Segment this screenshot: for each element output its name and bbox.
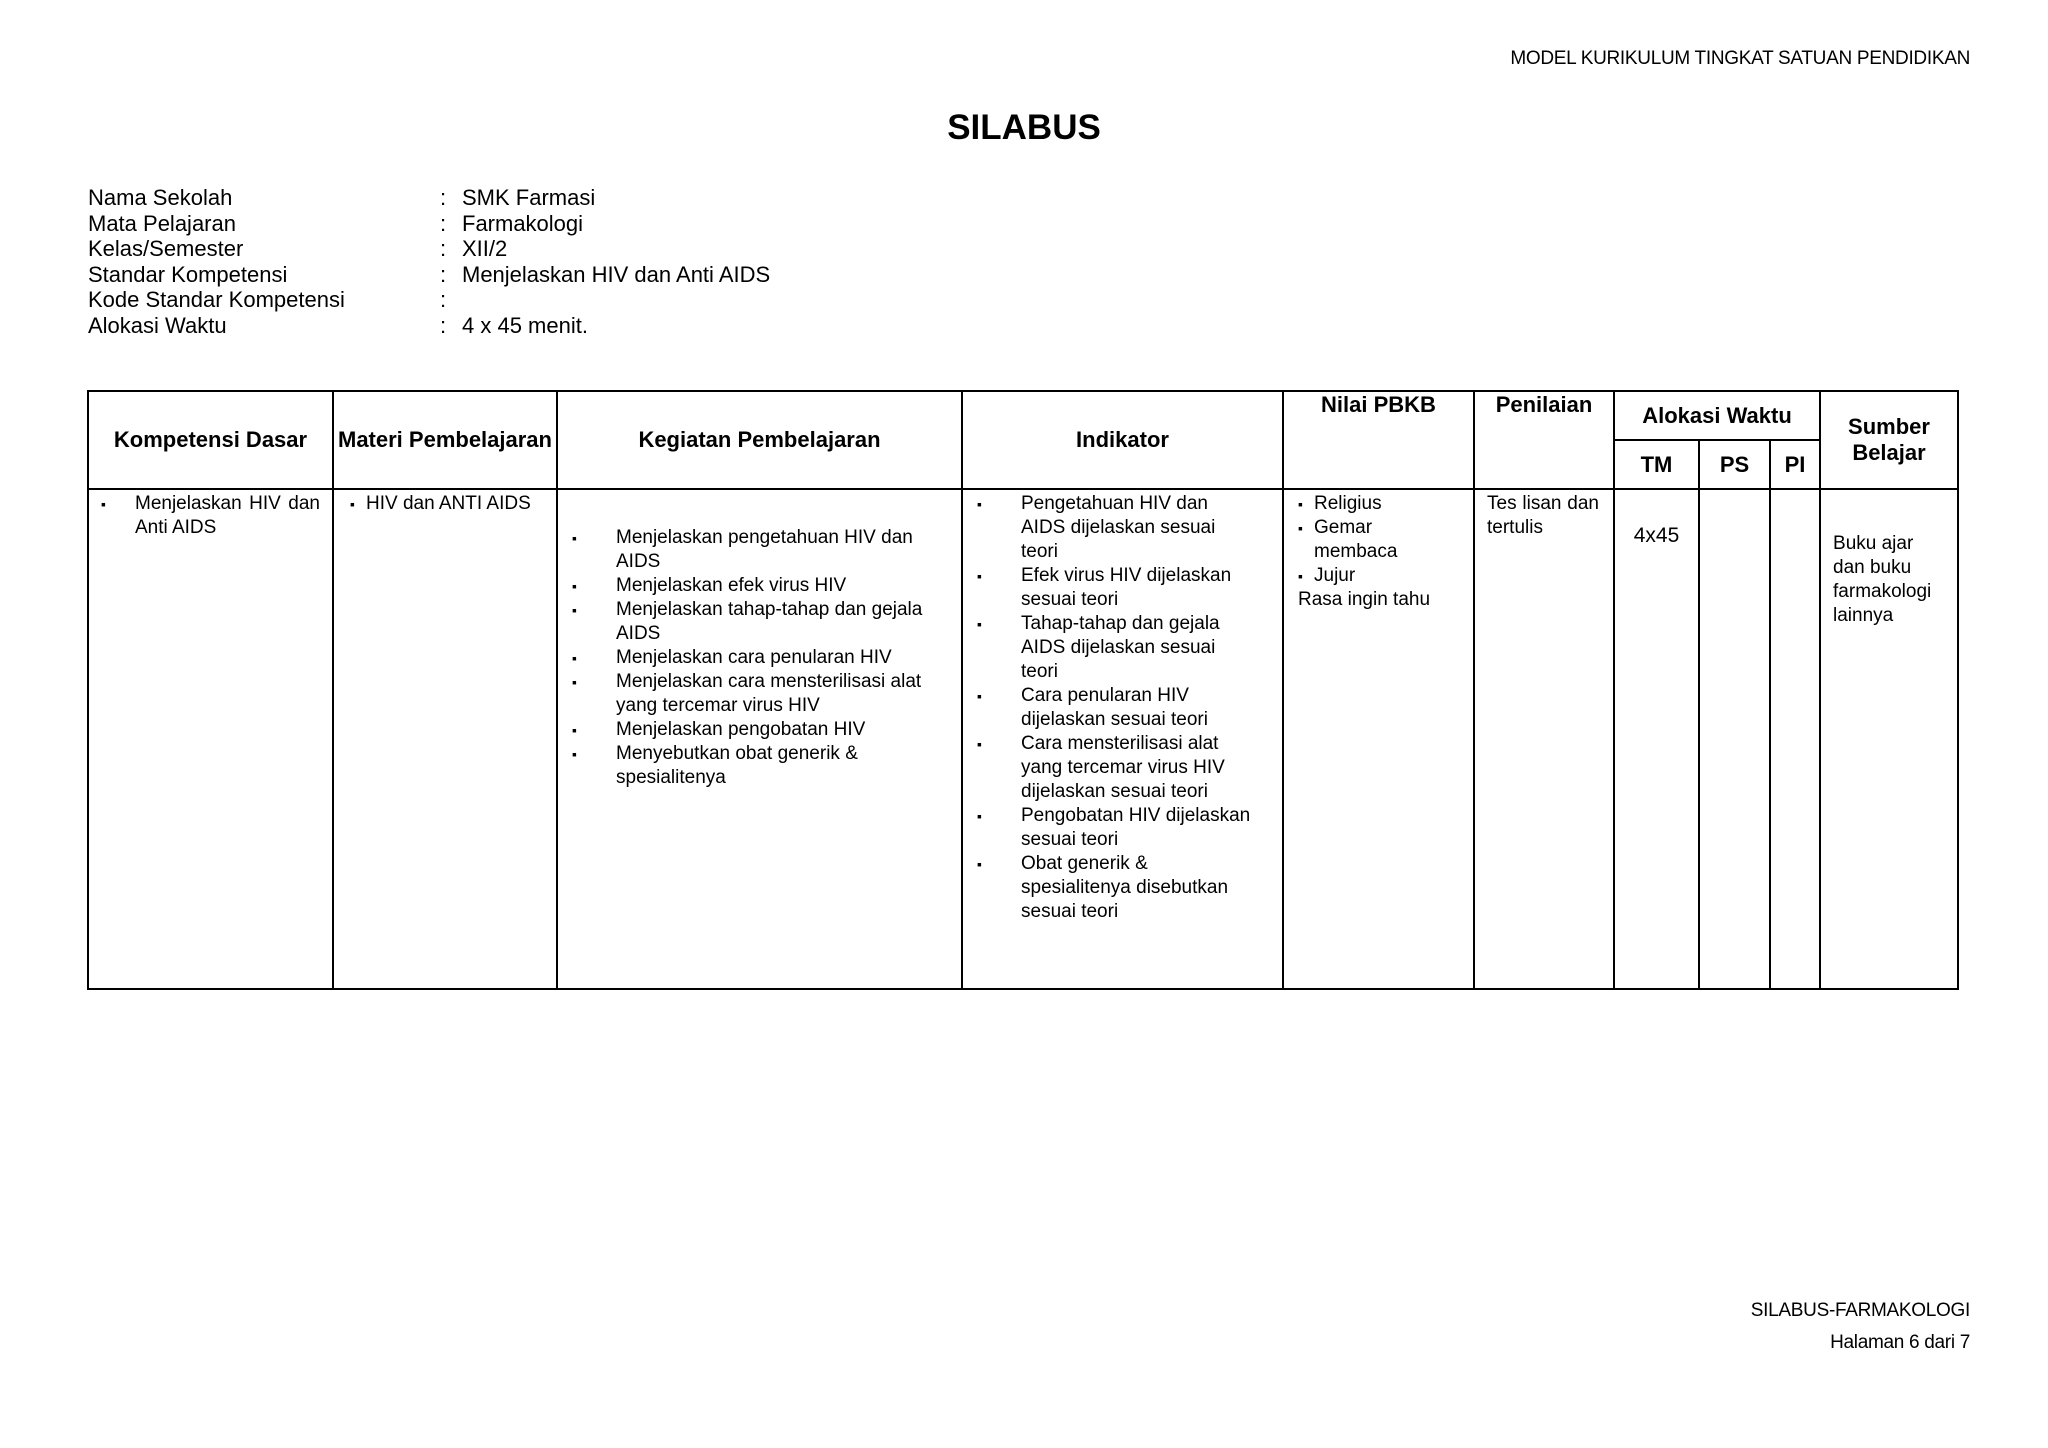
header-sumber-belajar: Sumber Belajar [1820,391,1958,489]
list-item: ▪ Jujur [1298,565,1356,586]
bullet-icon: ▪ [1298,520,1303,536]
bullet-icon: ▪ [572,650,577,666]
footer-doc-name: SILABUS-FARMAKOLOGI [1750,1300,1970,1321]
info-label: Mata Pelajaran [88,210,236,236]
bullet-icon: ▪ [977,688,982,704]
bullet-icon: ▪ [572,722,577,738]
list-item: ▪ Cara mensterilisasi alat yang tercemar virus HIV dijelaskan sesuai teori [977,733,1225,802]
header-alokasi-waktu: Alokasi Waktu [1614,391,1820,440]
info-colon: : [440,185,447,210]
bullet-icon: ▪ [977,736,982,752]
list-item: ▪ Obat generik & spesialitenya disebutkan sesuai teori [977,853,1229,922]
nilai-extra-text: Rasa ingin tahu [1298,589,1431,610]
list-item: ▪ Menjelaskan pengobatan HIV [572,719,866,740]
info-row-kode-standar-kompetensi [88,287,770,313]
bullet-icon: ▪ [977,496,982,512]
list-item: ▪ Menjelaskan tahap-tahap dan gejala AIDS [572,599,923,644]
list-item: ▪ Menjelaskan efek virus HIV [572,575,847,596]
cell-penilaian: Tes lisan dan tertulis [1474,489,1614,989]
info-value: Menjelaskan HIV dan Anti AIDS [462,261,771,287]
info-row-kelas-semester [88,236,770,262]
info-value: Farmakologi [462,210,584,236]
bullet-icon: ▪ [572,578,577,594]
header-model-kurikulum: MODEL KURIKULUM TINGKAT SATUAN PENDIDIKAN [1510,48,1970,69]
bullet-icon: ▪ [572,674,577,690]
info-row-alokasi-waktu [88,313,770,339]
header-nilai-pbkb: Nilai PBKB [1283,391,1474,489]
bullet-icon: ▪ [977,808,982,824]
footer-page-number: Halaman 6 dari 7 [1830,1332,1970,1353]
bullet-icon: ▪ [350,496,355,512]
info-label: Standar Kompetensi [88,261,288,287]
info-block [88,185,770,338]
bullet-icon: ▪ [977,856,982,872]
page-title: SILABUS [947,108,1101,147]
info-colon: : [440,210,447,236]
info-colon: : [440,236,447,261]
list-item: ▪ Cara penularan HIV dijelaskan sesuai teori [977,685,1208,730]
cell-materi-pembelajaran [333,489,557,989]
cell-ps [1699,489,1770,989]
list-item: ▪ Religius [1298,493,1382,514]
info-colon: : [440,312,447,338]
cell-pi [1770,489,1820,989]
cell-indikator [962,489,1283,989]
list-item: ▪ Gemar membaca [1298,517,1398,562]
table-header-row [88,391,1958,440]
bullet-icon: ▪ [572,602,577,618]
bullet-icon: ▪ [1298,496,1303,512]
table-row [88,489,1958,989]
bullet-icon: ▪ [1298,568,1303,584]
list-item: ▪ Efek virus HIV dijelaskan sesuai teori [977,565,1232,610]
cell-nilai-pbkb [1283,489,1474,989]
info-colon: : [440,287,447,312]
list-item: ▪ Menjelaskan cara mensterilisasi alat yang tercemar virus HIV [572,671,922,716]
info-row-nama-sekolah [88,185,770,211]
info-label: Kode Standar Kompetensi [88,287,345,312]
info-value: SMK Farmasi [462,185,596,210]
header-kompetensi-dasar: Kompetensi Dasar [88,391,333,489]
info-label: Nama Sekolah [88,185,233,210]
bullet-icon: ▪ [977,616,982,632]
list-item: ▪ Menjelaskan HIV dan Anti AIDS [101,493,320,538]
header-penilaian: Penilaian [1474,391,1614,489]
info-label: Alokasi Waktu [88,312,227,338]
list-item: ▪ Menjelaskan cara penularan HIV [572,647,892,668]
list-item: ▪ Tahap-tahap dan gejala AIDS dijelaskan sesuai teori [977,613,1220,682]
cell-kegiatan-pembelajaran [557,489,962,989]
cell-kompetensi-dasar [88,489,333,989]
info-row-mata-pelajaran [88,211,770,237]
list-item: ▪ Menjelaskan pengetahuan HIV dan AIDS [572,527,913,572]
cell-tm: 4x45 [1614,489,1699,989]
list-item: ▪ Menyebutkan obat generik & spesialitenya [572,743,858,788]
list-item: ▪ HIV dan ANTI AIDS [350,493,531,514]
header-ps: PS [1699,440,1770,489]
info-colon: : [440,261,447,287]
list-item: ▪ Pengetahuan HIV dan AIDS dijelaskan sesuai teori [977,493,1216,562]
header-indikator: Indikator [962,391,1283,489]
header-pi: PI [1770,440,1820,489]
header-materi-pembelajaran: Materi Pembelajaran [333,391,557,489]
cell-sumber-belajar: Buku ajar dan buku farmakologi lainnya [1820,489,1958,989]
bullet-icon: ▪ [977,568,982,584]
bullet-icon: ▪ [101,496,106,512]
info-value: 4 x 45 menit. [462,312,588,338]
silabus-table [87,390,1959,990]
bullet-icon: ▪ [572,530,577,546]
bullet-icon: ▪ [572,746,577,762]
header-tm: TM [1614,440,1699,489]
info-label: Kelas/Semester [88,236,244,261]
info-row-standar-kompetensi [88,262,770,288]
header-kegiatan-pembelajaran: Kegiatan Pembelajaran [557,391,962,489]
list-item: ▪ Pengobatan HIV dijelaskan sesuai teori [977,805,1251,850]
info-value: XII/2 [462,236,508,261]
